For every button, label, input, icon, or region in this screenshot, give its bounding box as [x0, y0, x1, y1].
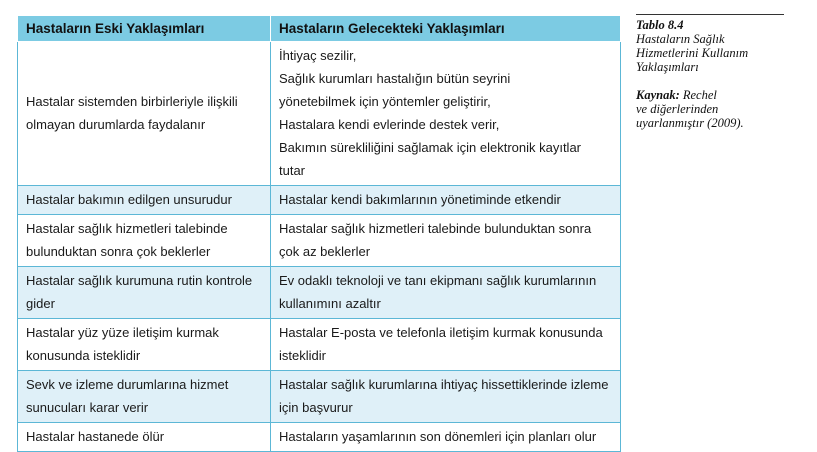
old-approach-cell: Hastalar sistemden birbirleriyle ilişkili olmayan durumlarda faydalanır: [18, 42, 271, 186]
future-approach-cell: Ev odaklı teknoloji ve tanı ekipmanı sağlık kurumlarının kullanımını azaltır: [271, 267, 621, 319]
cell-line: Sağlık kurumları hastalığın bütün seyrini: [279, 71, 511, 86]
source-text: Rechel: [682, 88, 717, 102]
future-approach-cell: Hastalar sağlık kurumlarına ihtiyaç hissettiklerinde izleme için başvurur: [271, 371, 621, 423]
old-approach-cell: Sevk ve izleme durumlarına hizmet sunucuları karar verir: [18, 371, 271, 423]
source-line: ve diğerlerinden: [636, 102, 719, 116]
future-approach-cell: [271, 42, 621, 186]
table-row: [18, 186, 621, 215]
header-old-approaches: Hastaların Eski Yaklaşımları: [18, 16, 271, 42]
old-approach-cell: Hastalar hastanede ölür: [18, 423, 271, 452]
old-approach-cell: Hastalar sağlık kurumuna rutin kontrole gider: [18, 267, 271, 319]
table-row: [18, 423, 621, 452]
future-approach-cell: Hastalar sağlık hizmetleri talebinde bulunduktan sonra çok az beklerler: [271, 215, 621, 267]
caption-title-line: Hastaların Sağlık: [636, 32, 725, 46]
table-header-row: [18, 16, 621, 42]
cell-line: Hastalara kendi evlerinde destek verir,: [279, 117, 500, 132]
header-future-approaches: Hastaların Gelecekteki Yaklaşımları: [271, 16, 621, 42]
future-approach-cell: Hastaların yaşamlarının son dönemleri için planları olur: [271, 423, 621, 452]
cell-line: yönetebilmek için yöntemler geliştirir,: [279, 94, 491, 109]
caption-divider: [636, 14, 784, 15]
cell-line: tutar: [279, 163, 306, 178]
source-label: Kaynak:: [636, 88, 680, 102]
old-approach-cell: Hastalar yüz yüze iletişim kurmak konusunda isteklidir: [18, 319, 271, 371]
cell-line: İhtiyaç sezilir,: [279, 48, 357, 63]
table-row: [18, 371, 621, 423]
caption-title-line: Hizmetlerini Kullanım: [636, 46, 749, 60]
cell-line: Bakımın sürekliliğini sağlamak için elektronik kayıtlar: [279, 140, 582, 155]
table-row: [18, 319, 621, 371]
table-row: [18, 215, 621, 267]
old-approach-cell: Hastalar sağlık hizmetleri talebinde bulunduktan sonra çok beklerler: [18, 215, 271, 267]
old-approach-cell: Hastalar bakımın edilgen unsurudur: [18, 186, 271, 215]
future-approach-cell: Hastalar kendi bakımlarının yönetiminde etkendir: [271, 186, 621, 215]
future-approach-cell: Hastalar E-posta ve telefonla iletişim kurmak konusunda isteklidir: [271, 319, 621, 371]
table-number: Tablo 8.4: [636, 18, 684, 32]
caption-title-line: Yaklaşımları: [636, 60, 699, 74]
approaches-table: [17, 15, 621, 452]
table-row: [18, 267, 621, 319]
source-line: [636, 88, 786, 102]
source-line: uyarlanmıştır (2009).: [636, 116, 744, 130]
table-caption: [636, 14, 786, 130]
table-row: [18, 42, 621, 186]
